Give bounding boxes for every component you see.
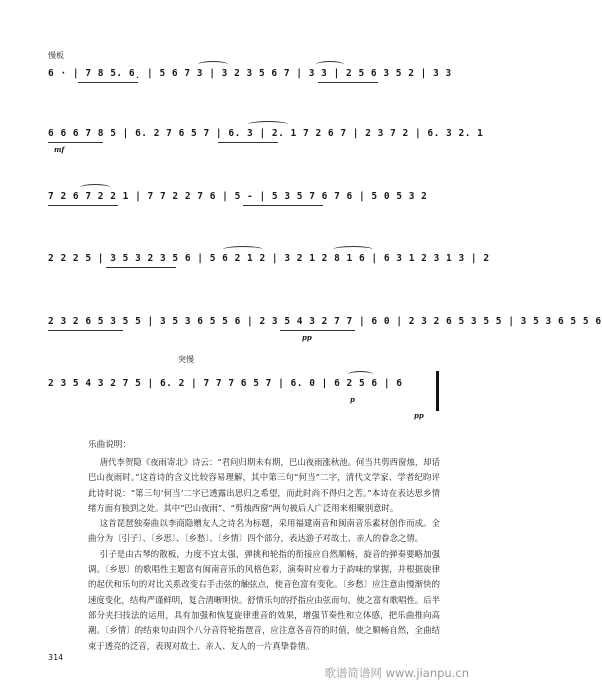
score-line-1: [48, 55, 452, 95]
paragraph: 唐代李贺隐《夜雨寄北》诗云：“君问归期未有期，巴山夜雨涨秋池。何当共剪西窗烛，却话巴山夜雨时。”这首诗的含义比较容易理解，其中第三句“何当”二字，清代文学家、学者纪昀评此诗时说：“第三句‘何当’二字已透露出思归之希望，而此时尚不得归之苦。”本诗在表达思乡情绪方面有独到之处。其中“巴山夜雨”、“剪烛西窗”两句被后人广泛用来相聚别意时。: [88, 457, 440, 513]
beam-underline: [78, 82, 138, 83]
watermark: 歌谱简谱网 www.jianpu.cn: [324, 666, 469, 680]
dynamic-p: p: [350, 395, 355, 404]
slur: [333, 246, 373, 253]
explanation-text: [88, 455, 440, 654]
beam-underline: [48, 205, 118, 206]
paragraph: 这首琵琶独奏曲以李商隐赠友人之诗名为标题，采用福建南音和闽南音乐素材创作而成。全曲分为〔引子〕、〔乡思〕、〔乡愁〕、〔乡情〕四个部分，表达游子对故土、亲人的眷念之情。: [88, 518, 440, 544]
notation-line: 2 2 2 5 | 3 5 3 2 3 5 6 | 5 6 2 1 2 | 3 2 1 2 8 1 6 | 6 3 1 2 3 1 3 | 2: [48, 253, 490, 264]
score-line-5: [48, 303, 602, 343]
tempo-marking: 慢板: [48, 51, 64, 60]
section-title: 乐曲说明：: [88, 440, 131, 450]
slur: [198, 61, 228, 68]
slur: [316, 61, 344, 68]
beam-underline: [48, 142, 103, 143]
beam-underline: [106, 267, 176, 268]
final-barline: [436, 371, 439, 411]
notation-line: 2 3 2 6 5 3 5 5 | 3 5 3 6 5 5 6 | 2 3 5 4 3 2 7 7 | 6 0 | 2 3 2 6 5 3 5 5 | 3 5 3 6 5 5 6: [48, 316, 602, 327]
tempo-marking-slow: 突慢: [178, 355, 194, 364]
slur: [348, 371, 373, 378]
notation-line: 6 · | 7 8 5. 6̣ | 5 6 7 3 | 3 2 3 5 6 7 | 3 3 | 2 5 6 3 5 2 | 3 3: [48, 68, 452, 79]
slur: [248, 121, 288, 128]
beam-underline: [318, 82, 378, 83]
beam-underline: [243, 205, 323, 206]
score-line-3: [48, 178, 440, 218]
score-line-4: [48, 240, 490, 280]
beam-underline: [218, 142, 278, 143]
paragraph: 引子是由古琴的散板，力度不宜太强，弹挑和轮指的衔接应自然顺畅，旋音的弹奏要略加强调。〔乡思〕的歌唱性主题富有闽南音乐的风格色彩，演奏时应着力于韵味的掌握，并根据旋律的起伏和乐句的对比关系改变右手击弦的触弦点，使音色富有变化。〔乡愁〕应注意由慢渐快的速度变化，结构严谨鲜明，复合清晰明快。舒情乐句的抒指应由弦而句，使之富有歌唱性。后半部分夹扫技法的运用，具有加强和恢复旋律重音的效果，增强节奏性和立体感，把乐曲推向高潮。〔乡情〕的结束句由四个八分音符轮指琶音，应注意各音符的时值，使之顺畅自然，全曲结束于透亮的泛音，表现对故土、亲人、友人的一片真挚眷情。: [88, 548, 440, 651]
page-number: 314: [48, 653, 64, 662]
dynamic-pp: pp: [414, 411, 424, 420]
dynamic-pp: pp: [302, 333, 312, 342]
beam-underline: [48, 330, 123, 331]
score-line-2: [48, 115, 484, 155]
slur: [223, 246, 263, 253]
notation-line: 2 3 5 4 3 2 7 5 | 6. 2 | 7 7 7 6 5 7 | 6. 0 | 6 2 5 6 | 6: [48, 378, 403, 389]
score-line-6: [48, 365, 440, 420]
slur: [80, 184, 110, 191]
notation-line: 6 6 6 7 8 5 | 6. 2 7 6 5 7 | 6. 3 | 2. 1 7 2 6 7 | 2 3 7 2 | 6. 3 2. 1: [48, 128, 484, 139]
dynamic-mf: mf: [54, 145, 65, 154]
notation-line: 7 2 6 7 2 2 1 | 7 7 2 2 7 6 | 5 - | 5 3 5 7 6 7 6 | 5 0 5 3 2: [48, 191, 428, 202]
beam-underline: [280, 330, 355, 331]
